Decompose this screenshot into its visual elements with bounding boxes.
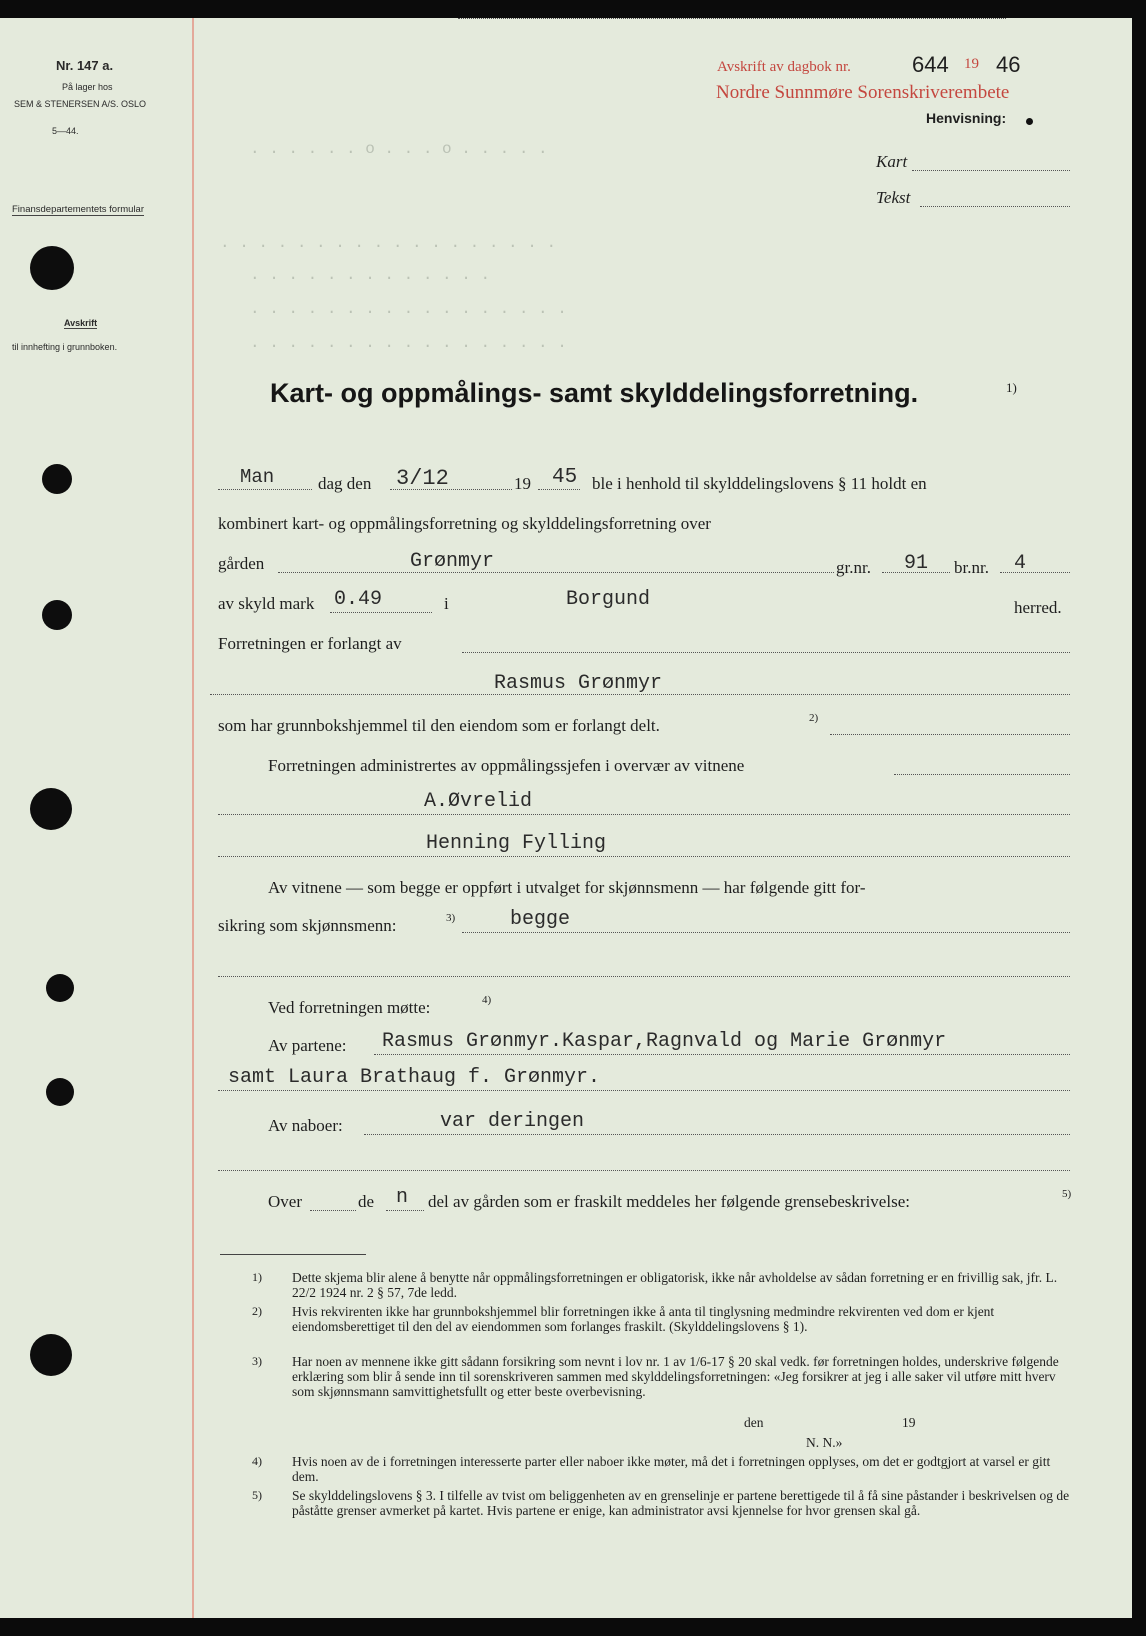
witness-text-b: sikring som skjønnsmenn: [218,916,397,935]
footnote-number: 4) [252,1454,262,1468]
footnote-4 [252,1454,1072,1488]
reference-label: Henvisning: [926,110,1007,126]
herred-label: herred. [1014,598,1062,617]
form-number: Nr. 147 a. [56,58,114,73]
over-footnote-ref: 5) [1062,1188,1072,1200]
admin-text: Forretningen administrertes av oppmålingssjefen i overvær av vitnene [268,756,745,775]
year-prefix: 19 [514,474,531,493]
form-origin: Finansdepartementets formular [12,204,145,215]
printer-line-2: SEM & STENERSEN A/S. OSLO [14,99,147,109]
journal-number: 644 [912,52,949,77]
footnote-2 [252,1304,1072,1354]
footnote-5 [252,1488,1072,1538]
municipality-value: Borgund [566,588,651,611]
binder-hole [42,600,72,630]
bleed-through: . . . . . . . . . . . . . . . . . . [220,234,557,252]
text-label: Tekst [876,188,911,207]
line-1-text: ble i henhold til skylddelingslovens § 11 holdt en [592,474,927,493]
tax-value: 0.49 [334,588,383,611]
over-de: de [358,1192,375,1211]
requested-line [462,652,1070,653]
footnote-3 [252,1354,1072,1418]
footnote-number: 3) [252,1354,262,1368]
footnote-text: Hvis rekvirenten ikke har grunnbokshjemmel blir forretningen ikke å anta til tinglysning medmindre rekvirenten ved dom er kjent eiendomsberettiget til den del av eiendommen som forlanges fraskilt. (Skylddelingslovens § 1). [292,1304,995,1334]
date-line [390,489,512,490]
footnote-3-sign: N. N.» [806,1435,843,1450]
binder-hole [46,1078,74,1106]
office-name: Nordre Sunnmøre Sorenskriverembete [716,82,1010,103]
witness-text-a: Av vitnene — som begge er oppført i utvalget for skjønnsmenn — har følgende gitt for- [268,878,866,897]
journal-label: Avskrift av dagbok nr. [717,59,851,75]
parties-line-2-rule [218,1090,1070,1091]
day-value: Man [240,466,275,488]
footnote-number: 1) [252,1270,262,1284]
footnote-text: Dette skjema blir alene å benytte når oppmålingsforretningen er obligatorisk, ikke når avholdelse av sådan forretning er en frivillig sak, jfr. L. 22/2 1924 nr. 2 § 57, 7de ledd. [292,1270,1058,1300]
brnr-label: br.nr. [954,558,989,577]
bleed-through: . . . . . . o . . . o . . . . . [250,140,548,158]
witness-2: Henning Fylling [426,832,607,855]
blank-line [218,976,1070,977]
over-line-2 [386,1210,424,1211]
date-label: dag den [318,474,372,493]
binder-hole [46,974,74,1002]
parties-line-1: Rasmus Grønmyr.Kaspar,Ragnvald og Marie Grønmyr [382,1030,947,1053]
margin-rule [192,18,194,1618]
witness-answer-line [462,932,1070,933]
over-label: Over [268,1192,302,1211]
printer-line-1: På lager hos [62,82,113,92]
over-fraction: n [396,1186,409,1209]
bleed-through: . . . . . . . . . . . . . . . . . [250,300,567,318]
parties-line-2: samt Laura Brathaug f. Grønmyr. [228,1066,601,1089]
binder-hole [30,788,72,830]
in-label: i [444,594,449,613]
blank-line-2 [218,1170,1070,1171]
bleed-through: . . . . . . . . . . . . . . . . . [250,334,567,352]
witness-1-line [218,814,1070,815]
footnote-number: 2) [252,1304,262,1318]
tax-line [330,612,432,613]
copy-label: Avskrift [64,318,98,328]
parties-line-1-rule [374,1054,1070,1055]
grnr-line [882,572,950,573]
witness-2-line [218,856,1070,857]
map-label: Kart [876,152,908,171]
footnote-3-den: den [744,1415,764,1430]
municipality-line [458,18,1006,19]
parties-label: Av partene: [268,1036,347,1055]
grnr-value: 91 [904,552,929,575]
farm-line [278,572,834,573]
neighbours-value: var deringen [440,1110,585,1133]
footnote-separator [220,1254,366,1255]
brnr-line [1000,572,1070,573]
requester-line [210,694,1070,695]
document-page [0,18,1132,1618]
hjemmel-text: som har grunnbokshjemmel til den eiendom som er forlangt delt. [218,716,660,735]
over-line-1 [310,1210,356,1211]
footnote-number: 5) [252,1488,262,1502]
present-label: Ved forretningen møtte: [268,998,431,1017]
witness-footnote-ref: 3) [446,912,456,924]
title-footnote-ref: 1) [1006,380,1017,395]
present-footnote-ref: 4) [482,994,492,1006]
year-line [538,489,580,490]
admin-line [894,774,1070,775]
grnr-label: gr.nr. [836,558,871,577]
binder-hole [30,1334,72,1376]
journal-year-prefix: 19 [964,56,979,72]
witness-answer: begge [510,908,571,931]
reference-mark [1026,118,1033,125]
document-title: Kart- og oppmålings- samt skylddelingsforretning. [270,378,919,408]
print-code: 5—44. [52,126,79,136]
requested-label: Forretningen er forlangt av [218,634,402,653]
farm-name: Grønmyr [410,550,495,573]
brnr-value: 4 [1014,552,1027,575]
bleed-through: . . . . . . . . . . . . . [250,266,491,284]
footnote-text: Har noen av mennene ikke gitt sådann forsikring som nevnt i lov nr. 1 av 1/6-17 § 20 skal vedk. før forretningen holdes, underskrive følgende erklæring som blir å sende inn til sorenskriveren sammen med skylddelingsforretningen: «Jeg forsikrer at jeg i alle saker vil utføre mitt hverv som skjønnsmann samvittighetsfullt og etter beste overbevisning. [292,1354,1059,1399]
hjemmel-footnote-ref: 2) [809,712,819,724]
footnote-3-year: 19 [902,1415,916,1430]
date-value: 3/12 [396,466,449,491]
year-value: 45 [552,466,578,489]
neighbours-line [364,1134,1070,1135]
footnote-text: Se skylddelingslovens § 3. I tilfelle av tvist om beliggenheten av en grenselinje er partene berettigede til å få sine påstander i beskrivelsen og de påståtte grenser avmerket på kartet. Hvis partene er enige, kan administrator avsi kjennelse for hvor grensen skal gå. [292,1488,1070,1518]
text-line [920,206,1070,207]
hjemmel-line [830,734,1070,735]
map-line [912,170,1070,171]
neighbours-label: Av naboer: [268,1116,343,1135]
line-2-text: kombinert kart- og oppmålingsforretning og skylddelingsforretning over [218,514,711,533]
farm-label: gården [218,554,265,573]
binder-hole [42,464,72,494]
requester-value: Rasmus Grønmyr [494,672,663,695]
binder-hole [30,246,74,290]
copy-note: til innhefting i grunnboken. [12,342,118,352]
footnote-text: Hvis noen av de i forretningen interesserte parter eller naboer ikke møter, må det i forretningen opplyses, om det er godtgjort at varsel er gitt dem. [292,1454,1051,1484]
journal-year: 46 [996,52,1021,77]
tax-label: av skyld mark [218,594,315,613]
footnote-1 [252,1270,1072,1304]
witness-1: A.Øvrelid [424,790,533,813]
over-text: del av gården som er fraskilt meddeles her følgende grensebeskrivelse: [428,1192,910,1211]
day-line [218,489,312,490]
